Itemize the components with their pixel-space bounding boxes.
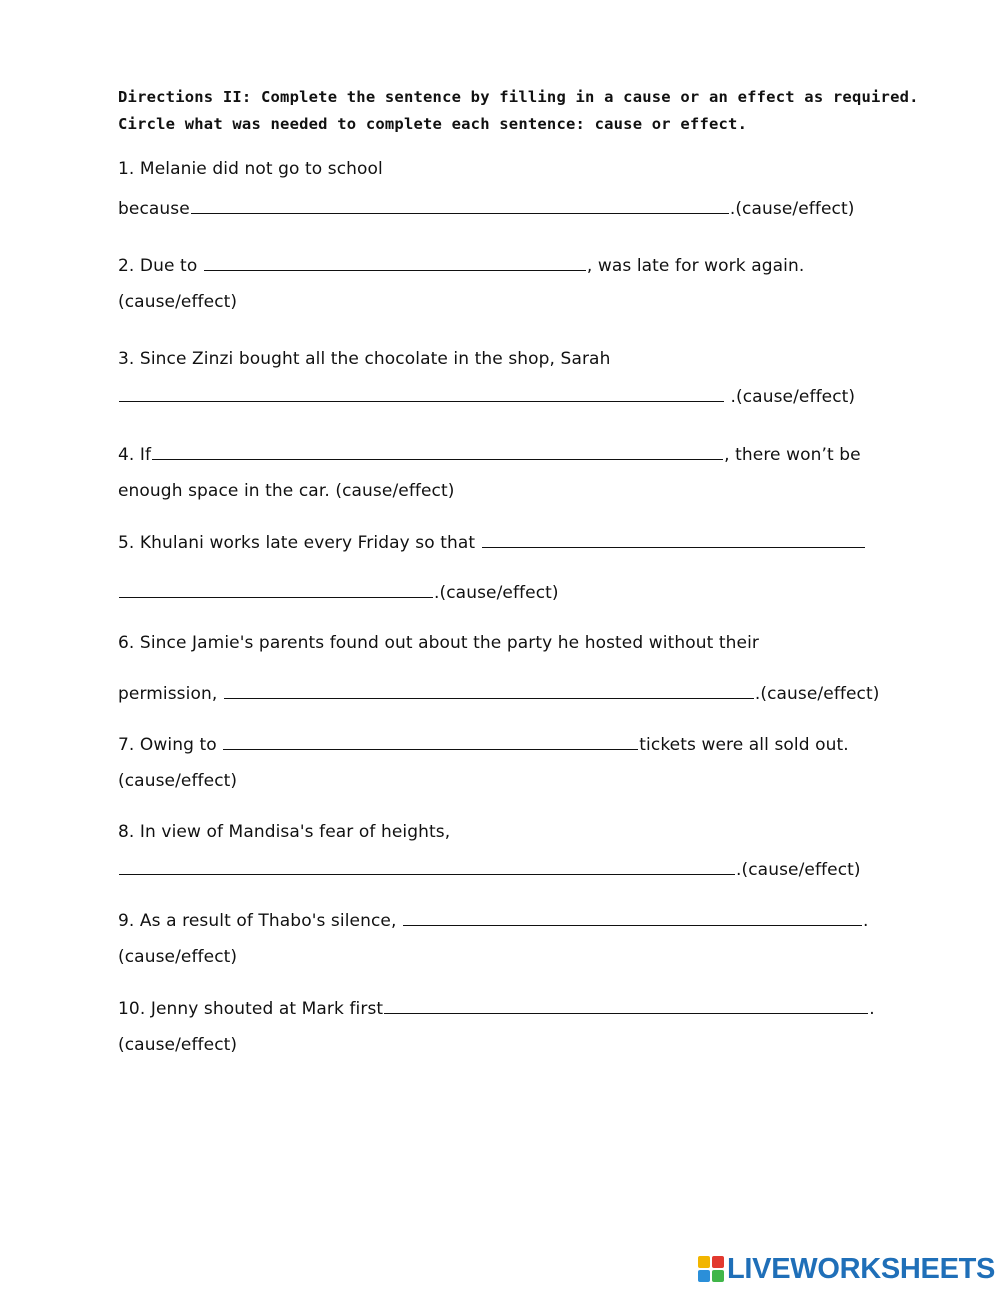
q5-text: 5. Khulani works late every Friday so that [118, 533, 481, 553]
liveworksheets-brand [698, 1253, 995, 1285]
q8-blank[interactable] [119, 858, 735, 875]
q10-choice-line [118, 1034, 237, 1056]
q10-blank[interactable] [384, 997, 868, 1014]
logo-block-red [712, 1256, 724, 1268]
liveworksheets-logo-icon [698, 1256, 724, 1282]
q1-prompt [118, 158, 383, 180]
q10-period: . [869, 999, 875, 1019]
q6-blank[interactable] [224, 682, 754, 699]
q1-because: because [118, 199, 190, 219]
brand-name: LIVEWORKSHEETS [727, 1252, 996, 1285]
q4-prompt [118, 443, 861, 466]
q9-text: 9. As a result of Thabo's silence, [118, 911, 402, 931]
q7-text: 7. Owing to [118, 735, 223, 755]
q6-answer-line [118, 682, 880, 705]
q9-blank[interactable] [403, 909, 862, 926]
q4-text: 4. If [118, 445, 152, 465]
q10-prompt [118, 997, 875, 1020]
q5-answer-line [118, 581, 559, 604]
q9-choice-line [118, 946, 237, 968]
q2-text-end: , was late for work again. [586, 256, 805, 276]
q2-text: 2. Due to [118, 256, 203, 276]
directions-line-2: Circle what was needed to complete each sentence: cause or effect. [118, 115, 748, 133]
q1-blank[interactable] [191, 197, 729, 214]
q2-choice-line [118, 291, 237, 313]
q1-text: 1. Melanie did not go to school [118, 159, 383, 179]
q7-text-end: tickets were all sold out. [639, 735, 849, 755]
q9-period: . [862, 911, 869, 931]
q2-choice: (cause/effect) [118, 292, 238, 312]
directions-line-1: Directions II: Complete the sentence by filling in a cause or an effect as required. [118, 88, 919, 106]
q4-choice-line [118, 480, 455, 502]
q7-choice-line [118, 770, 237, 792]
q8-answer-line [118, 858, 861, 881]
q1-answer-line [118, 197, 854, 220]
q3-text: 3. Since Zinzi bought all the chocolate in the shop, Sarah [118, 349, 611, 369]
q5-blank-2[interactable] [119, 581, 433, 598]
q9-choice: (cause/effect) [118, 947, 238, 967]
q6-prompt [118, 632, 759, 654]
q3-prompt [118, 348, 610, 370]
q6-choice: .(cause/effect) [754, 684, 880, 704]
q10-text: 10. Jenny shouted at Mark first [118, 999, 384, 1019]
q4-text-end: , there won’t be [724, 445, 861, 465]
q2-blank[interactable] [204, 254, 586, 271]
q3-answer-line [118, 385, 855, 408]
directions [118, 84, 918, 138]
q3-blank[interactable] [119, 385, 724, 402]
q3-choice: .(cause/effect) [725, 387, 856, 407]
q5-prompt [118, 531, 866, 554]
q6-permission: permission, [118, 684, 223, 704]
q1-choice: .(cause/effect) [729, 199, 855, 219]
q7-blank[interactable] [223, 733, 638, 750]
logo-block-yellow [698, 1256, 710, 1268]
q5-choice: .(cause/effect) [434, 583, 559, 603]
q8-text: 8. In view of Mandisa's fear of heights, [118, 822, 451, 842]
q7-prompt [118, 733, 849, 756]
logo-block-green [712, 1270, 724, 1282]
q6-text: 6. Since Jamie's parents found out about the party he hosted without their [118, 633, 759, 653]
q8-choice: .(cause/effect) [736, 860, 861, 880]
q8-prompt [118, 821, 450, 843]
q4-blank[interactable] [152, 443, 723, 460]
q4-text-cont: enough space in the car. (cause/effect) [118, 481, 455, 501]
q7-choice: (cause/effect) [118, 771, 238, 791]
q5-blank-1[interactable] [482, 531, 865, 548]
logo-block-blue [698, 1270, 710, 1282]
q9-prompt [118, 909, 869, 932]
q2-prompt [118, 254, 804, 277]
q10-choice: (cause/effect) [118, 1035, 238, 1055]
